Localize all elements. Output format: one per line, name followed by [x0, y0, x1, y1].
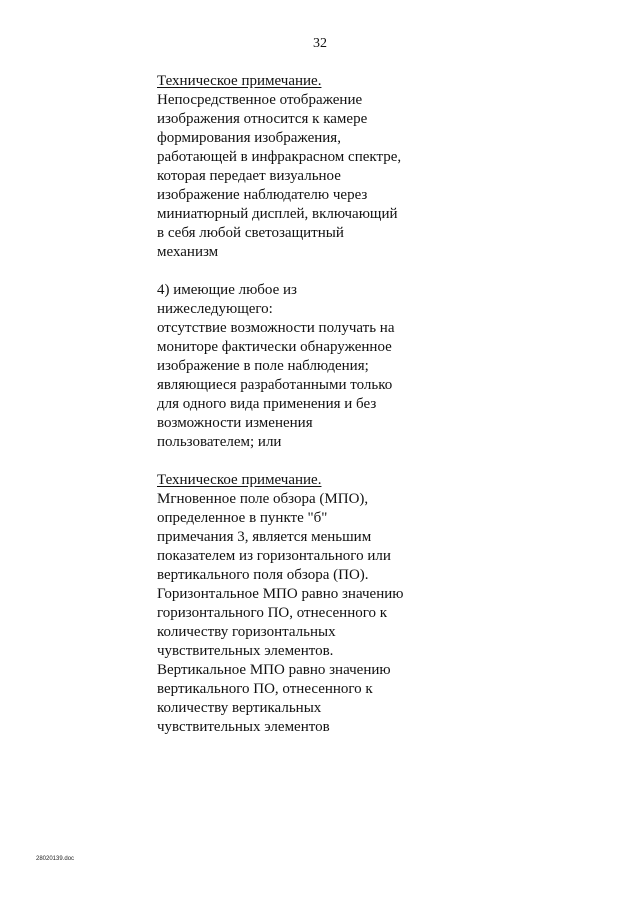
item-4-line: мониторе фактически обнаруженное — [157, 339, 392, 355]
technical-note-2-line: определенное в пункте "б" — [157, 510, 328, 526]
technical-note-2-heading: Техническое примечание. — [157, 472, 322, 488]
item-4-line: пользователем; или — [157, 434, 282, 450]
item-4-line: являющиеся разработанными только — [157, 377, 393, 393]
technical-note-2-line: вертикального ПО, отнесенного к — [157, 681, 373, 697]
technical-note-2-line: количеству вертикальных — [157, 700, 322, 716]
technical-note-1-line: формирования изображения, — [157, 130, 341, 146]
technical-note-1-line: изображения относится к камере — [157, 111, 368, 127]
technical-note-2 — [157, 471, 457, 737]
technical-note-1-line: Непосредственное отображение — [157, 92, 363, 108]
document-body — [157, 72, 457, 737]
item-4-line: 4) имеющие любое из — [157, 282, 297, 298]
technical-note-1-line: которая передает визуальное — [157, 168, 341, 184]
technical-note-2-line: Мгновенное поле обзора (МПО), — [157, 491, 369, 507]
technical-note-2-line: вертикального поля обзора (ПО). — [157, 567, 369, 583]
technical-note-2-line: чувствительных элементов — [157, 719, 330, 735]
technical-note-1-line: изображение наблюдателю через — [157, 187, 368, 203]
item-4-line: изображение в поле наблюдения; — [157, 358, 369, 374]
technical-note-1-line: в себя любой светозащитный — [157, 225, 344, 241]
technical-note-2-line: чувствительных элементов. — [157, 643, 334, 659]
technical-note-1 — [157, 72, 457, 262]
technical-note-2-line: Вертикальное МПО равно значению — [157, 662, 391, 678]
item-4-line: возможности изменения — [157, 415, 313, 431]
technical-note-1-heading: Техническое примечание. — [157, 73, 322, 89]
technical-note-2-line: горизонтального ПО, отнесенного к — [157, 605, 388, 621]
technical-note-2-line: количеству горизонтальных — [157, 624, 336, 640]
technical-note-1-line: механизм — [157, 244, 219, 260]
paragraph-gap — [157, 452, 457, 471]
item-4-line: нижеследующего: — [157, 301, 273, 317]
item-4 — [157, 281, 457, 452]
technical-note-2-line: показателем из горизонтального или — [157, 548, 391, 564]
technical-note-1-line: работающей в инфракрасном спектре, — [157, 149, 402, 165]
page-number: 32 — [313, 36, 327, 51]
technical-note-2-line: Горизонтальное МПО равно значению — [157, 586, 404, 602]
paragraph-gap — [157, 262, 457, 281]
document-file-code: 28020139.doc — [36, 856, 75, 862]
technical-note-2-line: примечания 3, является меньшим — [157, 529, 372, 545]
item-4-line: для одного вида применения и без — [157, 396, 377, 412]
technical-note-1-line: миниатюрный дисплей, включающий — [157, 206, 398, 222]
item-4-line: отсутствие возможности получать на — [157, 320, 395, 336]
